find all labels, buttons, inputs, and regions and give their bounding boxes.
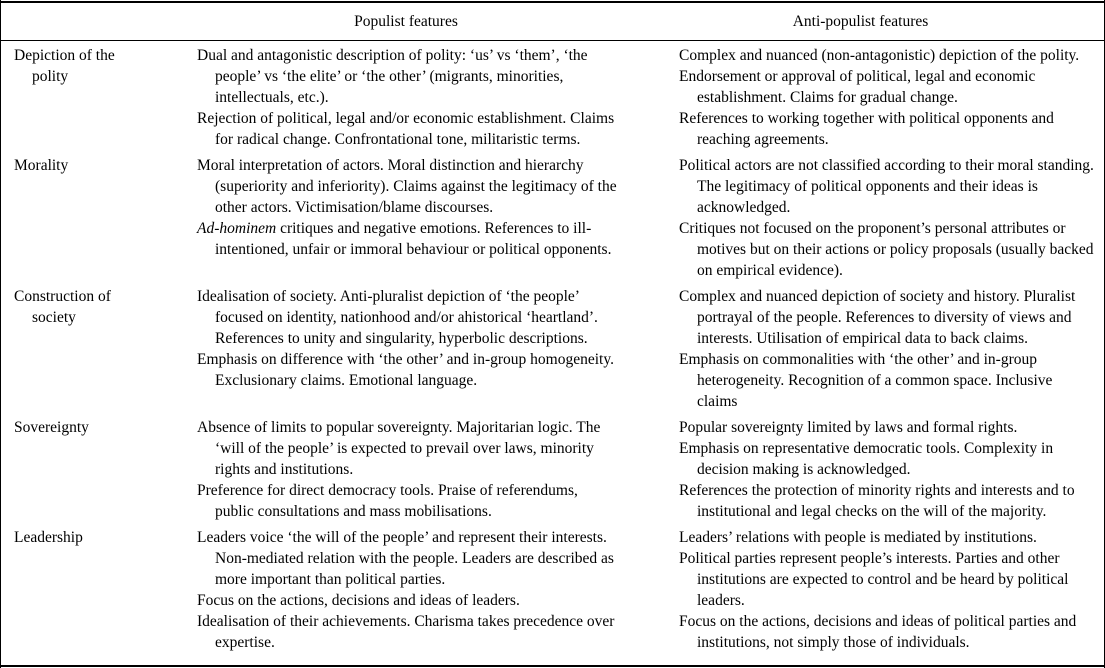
table-row (1, 286, 1105, 412)
cell-paragraph: Emphasis on commonalities with ‘the other’ and in-group heterogeneity. Recognition of a common space. Inclusive claims (679, 351, 1053, 410)
cell-paragraph: Idealisation of society. Anti-pluralist depiction of ‘the people’ focused on identity, nationhood and/or ahistorical ‘heartland’. References to unity and singularity, hyperbolic descriptions. (197, 288, 598, 347)
cell-antipopulist-features (634, 155, 1105, 281)
row-dimension-label (1, 286, 197, 328)
row-dimension-label (1, 527, 197, 548)
table-row (1, 527, 1105, 653)
cell-paragraph: Preference for direct democracy tools. Praise of referendums, public consultations and mass mobilisations. (197, 482, 578, 520)
cell-paragraph: Leaders’ relations with people is mediated by institutions. (679, 529, 1037, 546)
table-body (1, 45, 1105, 653)
row-dimension-label-line1: Depiction of the (14, 47, 115, 64)
row-dimension-label (1, 45, 197, 87)
table-bottom-rule (1, 665, 1104, 667)
cell-paragraph: Emphasis on difference with ‘the other’ and in-group homogeneity. Exclusionary claims. Emotional language. (197, 351, 614, 389)
cell-populist-features (197, 45, 634, 150)
row-dimension-label-line1: Leadership (14, 529, 83, 546)
cell-paragraph: Absence of limits to popular sovereignty. Majoritarian logic. The ‘will of the people’ is expected to prevail over laws, minority rights and institutions. (197, 419, 601, 478)
cell-paragraph: Complex and nuanced (non-antagonistic) depiction of the polity. (679, 47, 1080, 64)
cell-paragraph: References to working together with political opponents and reaching agreements. (679, 110, 1054, 148)
column-header-antipopulist: Anti-populist features (792, 12, 929, 30)
cell-paragraph: Leaders voice ‘the will of the people’ and represent their interests. Non-mediated relation with the people. Leaders are described as more important than political parties. (197, 529, 614, 588)
cell-paragraph: Political parties represent people’s interests. Parties and other institutions are expected to control and be heard by political leaders. (679, 550, 1069, 609)
cell-populist-features (197, 286, 634, 391)
cell-populist-features (197, 527, 634, 653)
cell-paragraph: Idealisation of their achievements. Charisma takes precedence over expertise. (197, 613, 615, 651)
cell-paragraph: Focus on the actions, decisions and ideas of political parties and institutions, not simply those of individuals. (679, 613, 1077, 651)
cell-paragraph: Emphasis on representative democratic tools. Complexity in decision making is acknowledged. (679, 440, 1054, 478)
cell-paragraph: Endorsement or approval of political, legal and economic establishment. Claims for gradual change. (679, 68, 1036, 106)
cell-antipopulist-features (634, 527, 1105, 653)
cell-paragraph: Rejection of political, legal and/or economic establishment. Claims for radical change. Confrontational tone, militaristic terms. (197, 110, 615, 148)
cell-antipopulist-features (634, 417, 1105, 522)
table-header-rule (1, 40, 1104, 41)
cell-populist-features (197, 417, 634, 522)
cell-populist-features (197, 155, 634, 260)
cell-antipopulist-features (634, 286, 1105, 412)
cell-paragraph: Focus on the actions, decisions and ideas of leaders. (197, 592, 520, 609)
cell-antipopulist-features (634, 45, 1105, 150)
table-row (1, 155, 1105, 281)
table-row (1, 45, 1105, 150)
cell-paragraph: Popular sovereignty limited by laws and formal rights. (679, 419, 1018, 436)
cell-paragraph: Complex and nuanced depiction of society and history. Pluralist portrayal of the people. References to diversity of views and interests. Utilisation of empirical data to back claims. (679, 288, 1076, 347)
row-dimension-label-line1: Construction of (14, 288, 111, 305)
column-header-populist: Populist features (354, 12, 458, 30)
row-dimension-label (1, 417, 197, 438)
table-header-row (1, 3, 1105, 40)
table-row (1, 417, 1105, 522)
cell-paragraph: Critiques not focused on the proponent’s personal attributes or motives but on their actions or policy proposals (usually backed on empirical evidence). (679, 220, 1094, 279)
cell-paragraph: Political actors are not classified according to their moral standing. The legitimacy of political opponents and their ideas is acknowledged. (679, 157, 1094, 216)
row-dimension-label-line1: Sovereignty (14, 419, 89, 436)
row-dimension-label-line2: society (32, 309, 76, 326)
cell-paragraph: Moral interpretation of actors. Moral distinction and hierarchy (superiority and inferiority). Claims against the legitimacy of the other actors. Victimisation/blame discourses. (197, 157, 617, 216)
row-dimension-label-line1: Morality (14, 157, 69, 174)
row-dimension-label (1, 155, 197, 176)
cell-paragraph: References the protection of minority rights and interests and to institutional and legal checks on the will of the majority. (679, 482, 1075, 520)
cell-paragraph: Ad-hominem critiques and negative emotions. References to ill-intentioned, unfair or immoral behaviour or political opponents. (197, 220, 612, 258)
cell-paragraph: Dual and antagonistic description of polity: ‘us’ vs ‘them’, ‘the people’ vs ‘the elite’ or ‘the other’ (migrants, minorities, intellectuals, etc.). (197, 47, 588, 106)
row-dimension-label-line2: polity (32, 68, 69, 85)
